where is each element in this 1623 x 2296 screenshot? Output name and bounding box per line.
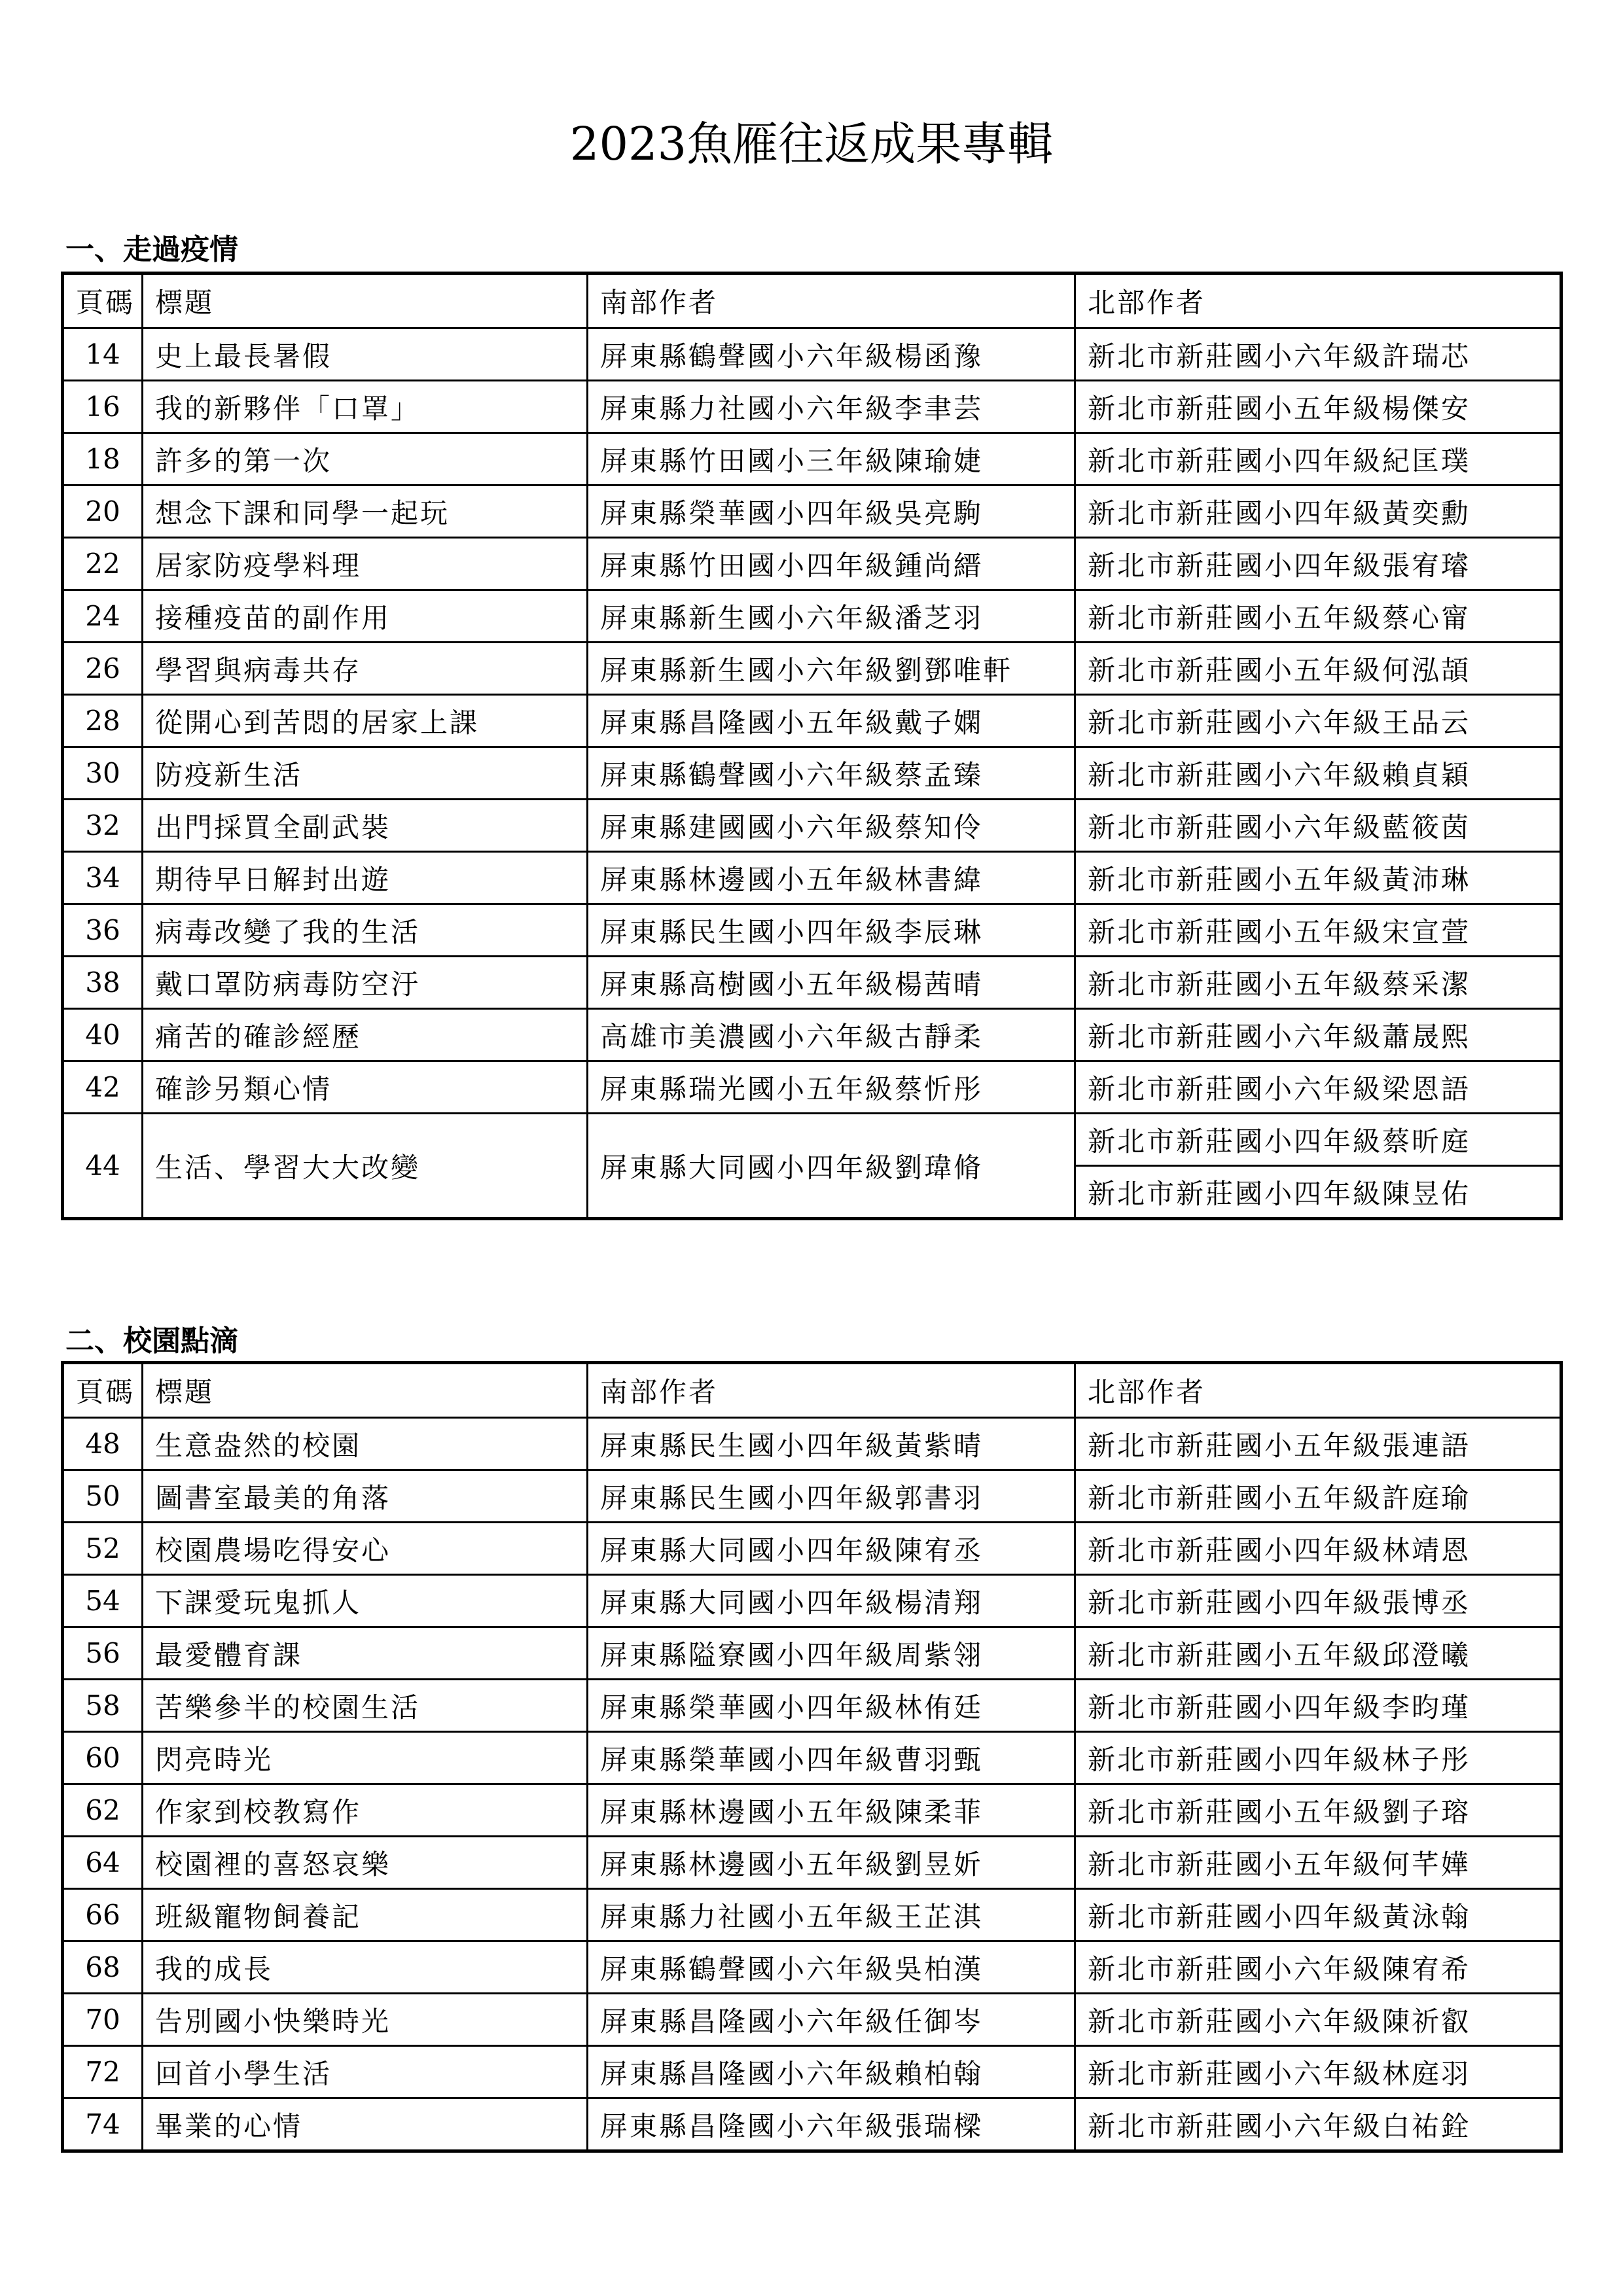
north-author-cell: 新北市新莊國小四年級張宥璿 <box>1075 538 1561 590</box>
table-row <box>63 1627 1561 1680</box>
south-author-cell: 屏東縣瑞光國小五年級蔡忻彤 <box>588 1061 1075 1114</box>
page-number-cell: 38 <box>63 957 143 1009</box>
south-author-cell: 屏東縣林邊國小五年級林書緯 <box>588 852 1075 904</box>
south-author-cell: 屏東縣大同國小四年級劉瑋脩 <box>588 1114 1075 1219</box>
south-author-cell: 屏東縣昌隆國小五年級戴子嫻 <box>588 695 1075 747</box>
south-author-cell: 高雄市美濃國小六年級古靜柔 <box>588 1009 1075 1061</box>
page-number-cell: 42 <box>63 1061 143 1114</box>
north-author-cell: 新北市新莊國小四年級張博丞 <box>1075 1575 1561 1627</box>
title-cell: 苦樂參半的校園生活 <box>143 1680 588 1732</box>
col-header-title: 標題 <box>143 274 588 328</box>
table-row <box>63 643 1561 695</box>
south-author-cell: 屏東縣民生國小四年級李辰琳 <box>588 904 1075 957</box>
title-cell: 校園農場吃得安心 <box>143 1523 588 1575</box>
page-number-cell: 62 <box>63 1784 143 1837</box>
col-header-south-author: 南部作者 <box>588 274 1075 328</box>
south-author-cell: 屏東縣竹田國小四年級鍾尚縉 <box>588 538 1075 590</box>
page-number-cell: 60 <box>63 1732 143 1784</box>
title-cell: 畢業的心情 <box>143 2098 588 2151</box>
table-row <box>63 433 1561 486</box>
south-author-cell: 屏東縣鶴聲國小六年級蔡孟臻 <box>588 747 1075 800</box>
title-cell: 作家到校教寫作 <box>143 1784 588 1837</box>
south-author-cell: 屏東縣林邊國小五年級陳柔菲 <box>588 1784 1075 1837</box>
north-author-cell: 新北市新莊國小五年級蔡采潔 <box>1075 957 1561 1009</box>
north-author-cell: 新北市新莊國小五年級楊傑安 <box>1075 381 1561 433</box>
south-author-cell: 屏東縣民生國小四年級黃紫晴 <box>588 1418 1075 1470</box>
north-author-cell: 新北市新莊國小五年級何芊嬅 <box>1075 1837 1561 1889</box>
title-cell: 從開心到苦悶的居家上課 <box>143 695 588 747</box>
south-author-cell: 屏東縣榮華國小四年級林侑廷 <box>588 1680 1075 1732</box>
title-cell: 出門採買全副武裝 <box>143 800 588 852</box>
table-row <box>63 1523 1561 1575</box>
south-author-cell: 屏東縣新生國小六年級劉鄧唯軒 <box>588 643 1075 695</box>
col-header-title: 標題 <box>143 1363 588 1418</box>
page-number-cell: 26 <box>63 643 143 695</box>
north-author-cell: 新北市新莊國小四年級黃泳翰 <box>1075 1889 1561 1941</box>
page-number-cell: 52 <box>63 1523 143 1575</box>
north-author-cell: 新北市新莊國小六年級白祐銓 <box>1075 2098 1561 2151</box>
north-author-cell: 新北市新莊國小四年級黃奕勳 <box>1075 486 1561 538</box>
title-cell: 校園裡的喜怒哀樂 <box>143 1837 588 1889</box>
south-author-cell: 屏東縣林邊國小五年級劉昱妡 <box>588 1837 1075 1889</box>
page-number-cell: 58 <box>63 1680 143 1732</box>
page-number-cell: 74 <box>63 2098 143 2151</box>
section-heading: 一、走過疫情 <box>65 233 238 266</box>
south-author-cell: 屏東縣昌隆國小六年級任御岑 <box>588 1994 1075 2046</box>
section-heading: 二、校園點滴 <box>65 1324 238 1358</box>
title-cell: 痛苦的確診經歷 <box>143 1009 588 1061</box>
title-cell: 許多的第一次 <box>143 433 588 486</box>
page-number-cell: 20 <box>63 486 143 538</box>
title-cell: 防疫新生活 <box>143 747 588 800</box>
toc-table <box>61 272 1563 1220</box>
table-header-row <box>63 1363 1561 1418</box>
north-author-cell: 新北市新莊國小六年級林庭羽 <box>1075 2046 1561 2098</box>
title-cell: 期待早日解封出遊 <box>143 852 588 904</box>
page-number-cell: 28 <box>63 695 143 747</box>
col-header-page: 頁碼 <box>63 1363 143 1418</box>
table-row <box>63 1732 1561 1784</box>
title-cell: 生意盎然的校園 <box>143 1418 588 1470</box>
north-author-cell: 新北市新莊國小四年級蔡昕庭 <box>1075 1114 1561 1166</box>
page-number-cell: 54 <box>63 1575 143 1627</box>
north-author-cell: 新北市新莊國小五年級張連語 <box>1075 1418 1561 1470</box>
table-row <box>63 1061 1561 1114</box>
table-row <box>63 1009 1561 1061</box>
table-row <box>63 904 1561 957</box>
title-cell: 我的新夥伴「口罩」 <box>143 381 588 433</box>
table-row <box>63 2098 1561 2151</box>
page-number-cell: 66 <box>63 1889 143 1941</box>
page-number-cell: 34 <box>63 852 143 904</box>
table-row <box>63 381 1561 433</box>
north-author-cell: 新北市新莊國小四年級陳昱佑 <box>1075 1166 1561 1219</box>
south-author-cell: 屏東縣昌隆國小六年級張瑞樑 <box>588 2098 1075 2151</box>
north-author-cell: 新北市新莊國小六年級蕭晟熙 <box>1075 1009 1561 1061</box>
north-author-cell: 新北市新莊國小六年級許瑞芯 <box>1075 328 1561 381</box>
table-row <box>63 1941 1561 1994</box>
south-author-cell: 屏東縣昌隆國小六年級賴柏翰 <box>588 2046 1075 2098</box>
page-number-cell: 50 <box>63 1470 143 1523</box>
south-author-cell: 屏東縣榮華國小四年級吳亮駒 <box>588 486 1075 538</box>
north-author-cell: 新北市新莊國小五年級宋宣萱 <box>1075 904 1561 957</box>
page-number-cell: 22 <box>63 538 143 590</box>
table-row <box>63 1837 1561 1889</box>
title-cell: 史上最長暑假 <box>143 328 588 381</box>
title-cell: 學習與病毒共存 <box>143 643 588 695</box>
north-author-cell: 新北市新莊國小五年級何泓頡 <box>1075 643 1561 695</box>
title-cell: 病毒改變了我的生活 <box>143 904 588 957</box>
page-number-cell: 70 <box>63 1994 143 2046</box>
south-author-cell: 屏東縣鶴聲國小六年級吳柏漢 <box>588 1941 1075 1994</box>
title-cell: 告別國小快樂時光 <box>143 1994 588 2046</box>
col-header-south-author: 南部作者 <box>588 1363 1075 1418</box>
toc-table <box>61 1361 1563 2153</box>
title-cell: 確診另類心情 <box>143 1061 588 1114</box>
page-number-cell: 32 <box>63 800 143 852</box>
south-author-cell: 屏東縣高樹國小五年級楊茜晴 <box>588 957 1075 1009</box>
south-author-cell: 屏東縣大同國小四年級楊清翔 <box>588 1575 1075 1627</box>
page-number-cell: 30 <box>63 747 143 800</box>
table-row <box>63 2046 1561 2098</box>
table-row <box>63 1470 1561 1523</box>
table-row <box>63 695 1561 747</box>
table-row <box>63 1994 1561 2046</box>
north-author-cell: 新北市新莊國小四年級林靖恩 <box>1075 1523 1561 1575</box>
page-number-cell: 64 <box>63 1837 143 1889</box>
title-cell: 最愛體育課 <box>143 1627 588 1680</box>
page-number-cell: 36 <box>63 904 143 957</box>
page-number-cell: 48 <box>63 1418 143 1470</box>
page-number-cell: 68 <box>63 1941 143 1994</box>
col-header-north-author: 北部作者 <box>1075 274 1561 328</box>
south-author-cell: 屏東縣竹田國小三年級陳瑜婕 <box>588 433 1075 486</box>
north-author-cell: 新北市新莊國小四年級林子彤 <box>1075 1732 1561 1784</box>
table-header-row <box>63 274 1561 328</box>
table-row <box>63 800 1561 852</box>
table-row <box>63 590 1561 643</box>
north-author-cell: 新北市新莊國小六年級藍筱茵 <box>1075 800 1561 852</box>
title-cell: 下課愛玩鬼抓人 <box>143 1575 588 1627</box>
south-author-cell: 屏東縣大同國小四年級陳宥丞 <box>588 1523 1075 1575</box>
south-author-cell: 屏東縣榮華國小四年級曹羽甄 <box>588 1732 1075 1784</box>
title-cell: 戴口罩防病毒防空汙 <box>143 957 588 1009</box>
page-number-cell: 44 <box>63 1114 143 1219</box>
table-row <box>63 957 1561 1009</box>
title-cell: 回首小學生活 <box>143 2046 588 2098</box>
south-author-cell: 屏東縣力社國小六年級李聿芸 <box>588 381 1075 433</box>
north-author-cell: 新北市新莊國小五年級邱澄曦 <box>1075 1627 1561 1680</box>
table-row <box>63 538 1561 590</box>
north-author-cell: 新北市新莊國小五年級許庭瑜 <box>1075 1470 1561 1523</box>
north-author-cell: 新北市新莊國小六年級梁恩語 <box>1075 1061 1561 1114</box>
table-row <box>63 1418 1561 1470</box>
page-number-cell: 72 <box>63 2046 143 2098</box>
title-cell: 接種疫苗的副作用 <box>143 590 588 643</box>
south-author-cell: 屏東縣鶴聲國小六年級楊函豫 <box>588 328 1075 381</box>
table-row <box>63 1889 1561 1941</box>
table-row <box>63 1680 1561 1732</box>
title-cell: 想念下課和同學一起玩 <box>143 486 588 538</box>
page-number-cell: 40 <box>63 1009 143 1061</box>
table-row <box>63 1575 1561 1627</box>
table-row <box>63 1114 1561 1166</box>
south-author-cell: 屏東縣新生國小六年級潘芝羽 <box>588 590 1075 643</box>
title-cell: 圖書室最美的角落 <box>143 1470 588 1523</box>
table-row <box>63 486 1561 538</box>
north-author-cell: 新北市新莊國小六年級陳祈叡 <box>1075 1994 1561 2046</box>
north-author-cell: 新北市新莊國小六年級賴貞穎 <box>1075 747 1561 800</box>
south-author-cell: 屏東縣建國國小六年級蔡知伶 <box>588 800 1075 852</box>
table-row <box>63 852 1561 904</box>
title-cell: 生活、學習大大改變 <box>143 1114 588 1219</box>
table-row <box>63 328 1561 381</box>
title-cell: 居家防疫學料理 <box>143 538 588 590</box>
south-author-cell: 屏東縣隘寮國小四年級周紫翎 <box>588 1627 1075 1680</box>
north-author-cell: 新北市新莊國小六年級陳宥希 <box>1075 1941 1561 1994</box>
table-row <box>63 747 1561 800</box>
south-author-cell: 屏東縣力社國小五年級王芷淇 <box>588 1889 1075 1941</box>
title-cell: 我的成長 <box>143 1941 588 1994</box>
south-author-cell: 屏東縣民生國小四年級郭書羽 <box>588 1470 1075 1523</box>
title-cell: 閃亮時光 <box>143 1732 588 1784</box>
page-number-cell: 24 <box>63 590 143 643</box>
north-author-cell: 新北市新莊國小四年級紀匡璞 <box>1075 433 1561 486</box>
document-title: 2023魚雁往返成果專輯 <box>569 117 1054 171</box>
page-number-cell: 14 <box>63 328 143 381</box>
north-author-cell: 新北市新莊國小六年級王品云 <box>1075 695 1561 747</box>
col-header-page: 頁碼 <box>63 274 143 328</box>
title-cell: 班級寵物飼養記 <box>143 1889 588 1941</box>
north-author-cell: 新北市新莊國小五年級黃沛琳 <box>1075 852 1561 904</box>
north-author-cell: 新北市新莊國小五年級蔡心甯 <box>1075 590 1561 643</box>
page-number-cell: 18 <box>63 433 143 486</box>
page-number-cell: 16 <box>63 381 143 433</box>
page-number-cell: 56 <box>63 1627 143 1680</box>
north-author-cell: 新北市新莊國小四年級李昀瑾 <box>1075 1680 1561 1732</box>
north-author-cell: 新北市新莊國小五年級劉子瑢 <box>1075 1784 1561 1837</box>
col-header-north-author: 北部作者 <box>1075 1363 1561 1418</box>
table-row <box>63 1784 1561 1837</box>
